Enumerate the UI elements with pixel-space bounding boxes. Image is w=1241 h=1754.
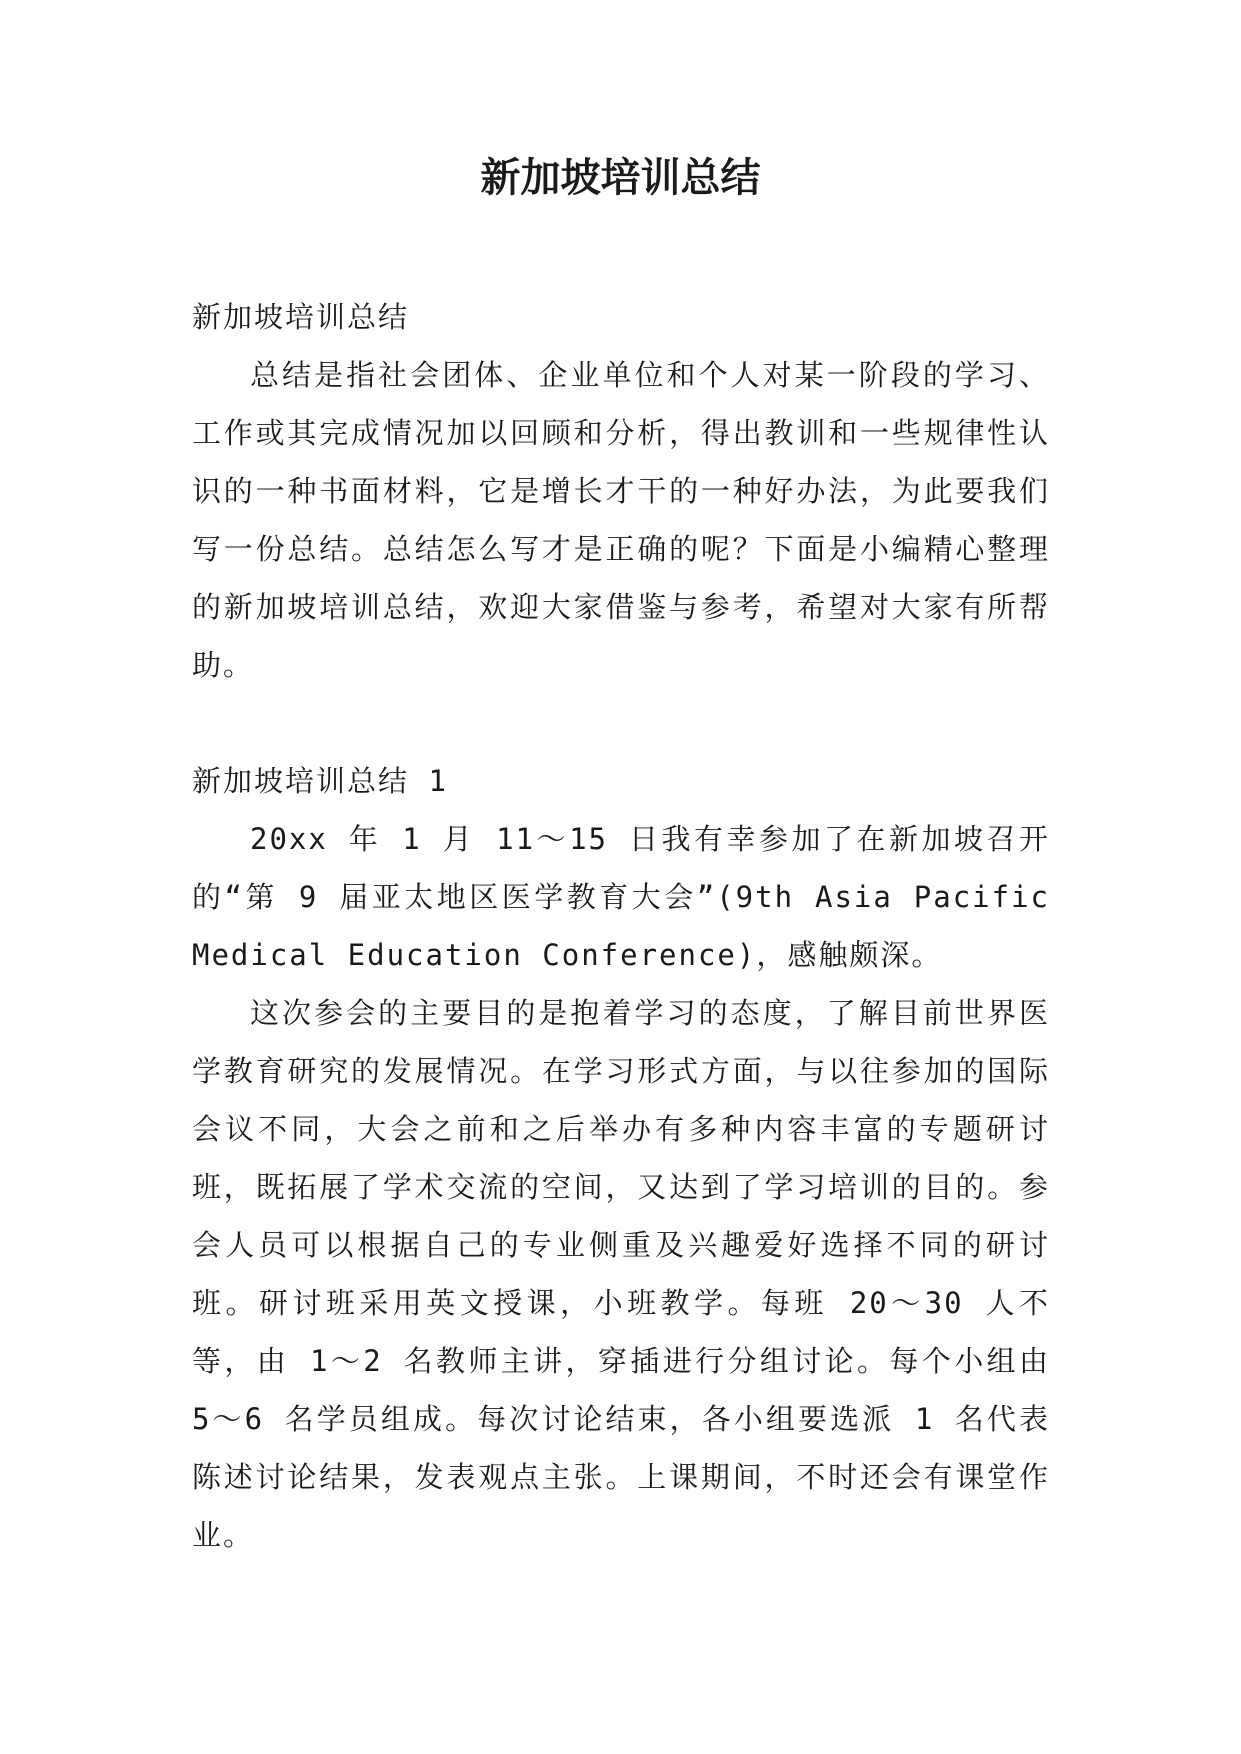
document-title: 新加坡培训总结 xyxy=(480,154,761,201)
section1-paragraph-2: 这次参会的主要目的是抱着学习的态度，了解目前世界医学教育研究的发展情况。在学习形式方面，与以往参加的国际会议不同，大会之前和之后举办有多种内容丰富的专题研讨班，既拓展了学术交流的空间，又达到了学习培训的目的。参会人员可以根据自己的专业侧重及兴趣爱好选择不同的研讨班。研讨班采用英文授课，小班教学。每班 20～30 人不等，由 1～2 名教师主讲，穿插进行分组讨论。每个小组由 5～6 名学员组成。每次讨论结束，各小组要选派 1 名代表陈述讨论结果，发表观点主张。上课期间，不时还会有课堂作业。 xyxy=(192,996,1050,1552)
intro-paragraph: 总结是指社会团体、企业单位和个人对某一阶段的学习、工作或其完成情况加以回顾和分析，得出教训和一些规律性认识的一种书面材料，它是增长才干的一种好办法，为此要我们写一份总结。总结怎么写才是正确的呢？下面是小编精心整理的新加坡培训总结，欢迎大家借鉴与参考，希望对大家有所帮助。 xyxy=(192,358,1050,682)
section1-heading: 新加坡培训总结 1 xyxy=(192,764,448,798)
section1-paragraph-1: 20xx 年 1 月 11～15 日我有幸参加了在新加坡召开的“第 9 届亚太地区医学教育大会”(9th Asia Pacific Medical Education Conference)，感触颇深。 xyxy=(192,822,1050,972)
intro-heading: 新加坡培训总结 xyxy=(192,300,410,334)
document-body xyxy=(192,288,1050,1564)
section-spacer xyxy=(192,694,1050,752)
